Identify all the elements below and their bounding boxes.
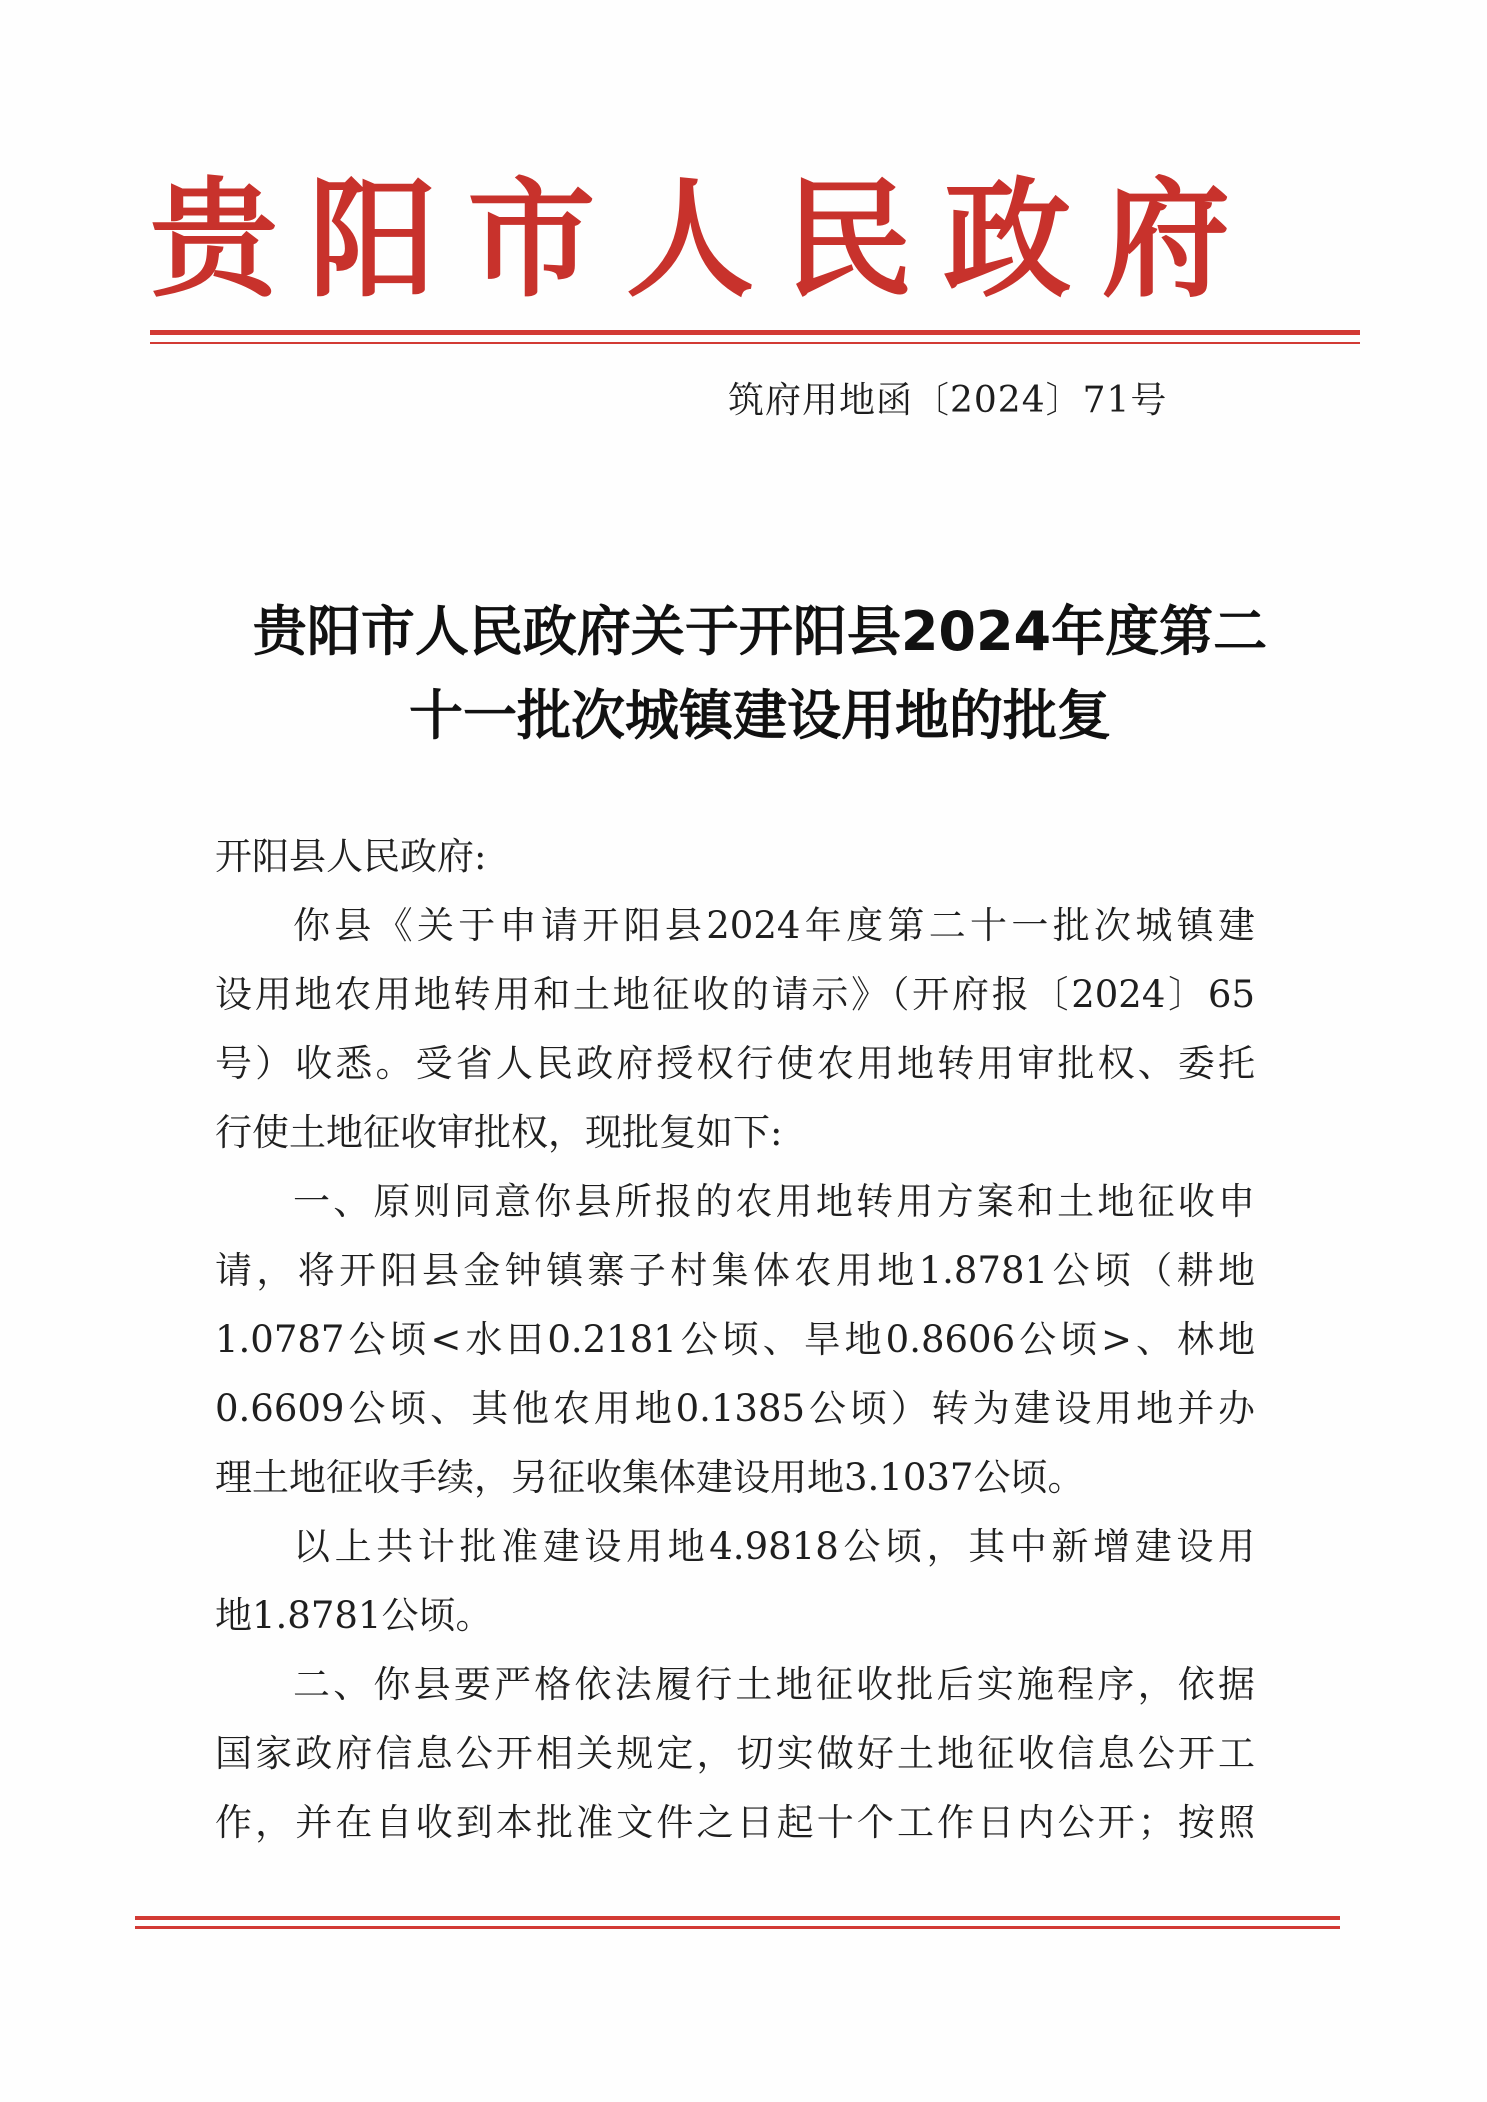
paragraph-line: 号）收悉。受省人民政府授权行使农用地转用审批权、委托 (215, 1042, 1255, 1085)
document-body (215, 822, 1255, 1857)
paragraph-line: 请，将开阳县金钟镇寨子村集体农用地1.8781公顷（耕地 (215, 1249, 1255, 1292)
masthead-title (150, 155, 1230, 325)
paragraph-line: 1.0787公顷<水田0.2181公顷、旱地0.8606公顷>、林地 (215, 1318, 1255, 1361)
document-number: 筑府用地函〔2024〕71号 (728, 380, 1168, 421)
paragraph-line: 一、原则同意你县所报的农用地转用方案和土地征收申 (293, 1180, 1255, 1223)
masthead-red-rule (150, 330, 1360, 335)
paragraph-line: 国家政府信息公开相关规定，切实做好土地征收信息公开工 (215, 1732, 1255, 1775)
masthead-char: 人 (625, 165, 754, 315)
masthead-char: 政 (943, 165, 1072, 315)
paragraph-line: 你县《关于申请开阳县2024年度第二十一批次城镇建 (293, 904, 1255, 947)
title-line-1: 贵阳市人民政府关于开阳县2024年度第二 (252, 600, 1268, 663)
title-line-2: 十一批次城镇建设用地的批复 (409, 684, 1111, 747)
footer-red-rule-thin (135, 1926, 1340, 1929)
masthead-char: 府 (1101, 165, 1230, 315)
masthead-char: 阳 (308, 165, 437, 315)
masthead-char: 民 (784, 165, 913, 315)
paragraph-line: 二、你县要严格依法履行土地征收批后实施程序，依据 (293, 1663, 1255, 1706)
masthead-red-rule-thin (150, 342, 1360, 344)
paragraph-line: 地1.8781公顷。 (215, 1594, 493, 1637)
paragraph-line: 行使土地征收审批权，现批复如下: (215, 1111, 783, 1154)
footer-red-rule (135, 1916, 1340, 1920)
paragraph-line: 理土地征收手续，另征收集体建设用地3.1037公顷。 (215, 1456, 1085, 1499)
paragraph-line: 设用地农用地转用和土地征收的请示》（开府报〔2024〕65 (215, 973, 1255, 1016)
addressee: 开阳县人民政府: (215, 835, 487, 878)
paragraph-line: 0.6609公顷、其他农用地0.1385公顷）转为建设用地并办 (215, 1387, 1255, 1430)
masthead-char: 市 (467, 165, 596, 315)
paragraph-line: 作，并在自收到本批准文件之日起十个工作日内公开；按照 (215, 1801, 1255, 1844)
document-title (200, 590, 1320, 758)
paragraph-line: 以上共计批准建设用地4.9818公顷，其中新增建设用 (293, 1525, 1255, 1568)
masthead-char: 贵 (150, 165, 279, 315)
